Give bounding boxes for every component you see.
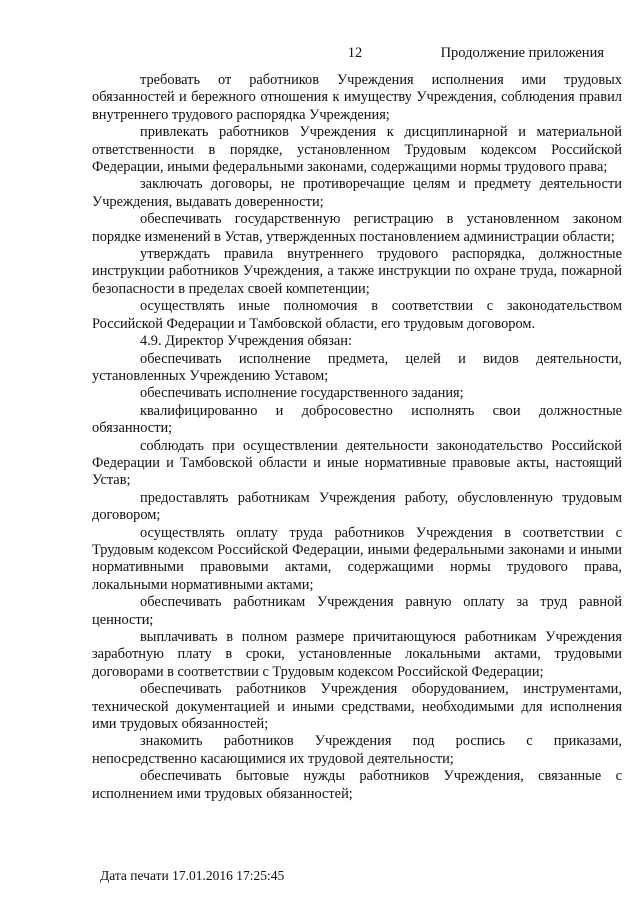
paragraph: выплачивать в полном размере причитающуюся работникам Учреждения заработную плату в сроки, установленные локальными актами, трудовыми договорами в соответствии с Трудовым кодексом Российской Федерации;: [92, 629, 622, 680]
paragraph: заключать договоры, не противоречащие целям и предмету деятельности Учреждения, выдавать доверенности;: [92, 176, 622, 210]
paragraph: обеспечивать работников Учреждения оборудованием, инструментами, технической документацией и иными средствами, необходимыми для исполнения ими трудовых обязанностей;: [92, 681, 622, 733]
appendix-continuation-note: Продолжение приложения: [440, 45, 604, 61]
paragraph: обеспечивать работникам Учреждения равную оплату за труд равной ценности;: [92, 594, 622, 628]
document-body: [92, 72, 622, 803]
paragraph: предоставлять работникам Учреждения работу, обусловленную трудовым договором;: [92, 489, 622, 524]
paragraph: утверждать правила внутреннего трудового распорядка, должностные инструкции работников Учреждения, а также инструкции по охране труда, пожарной безопасности в пределах своей компетенции;: [92, 246, 622, 297]
paragraph: знакомить работников Учреждения под роспись с приказами, непосредственно касающимися их трудовой деятельности;: [92, 733, 622, 767]
paragraph: требовать от работников Учреждения исполнения ими трудовых обязанностей и бережного отношения к имуществу Учреждения, соблюдения правил внутреннего трудового распорядка Учреждения;: [92, 72, 622, 123]
paragraph: осуществлять оплату труда работников Учреждения в соответствии с Трудовым кодексом Российской Федерации, иными федеральными законами и иными нормативными правовыми актами, содержащими нормы трудового права, локальными нормативными актами;: [92, 524, 622, 593]
paragraph: обеспечивать государственную регистрацию в установленном законом порядке изменений в Устав, утвержденных постановлением администрации области;: [92, 211, 622, 245]
page-number: 12: [347, 45, 363, 61]
paragraph: обеспечивать исполнение предмета, целей и видов деятельности, установленных Учреждению Уставом;: [92, 350, 622, 384]
paragraph: обеспечивать бытовые нужды работников Учреждения, связанные с исполнением ими трудовых обязанностей;: [92, 768, 622, 802]
paragraph: квалифицированно и добросовестно исполнять свои должностные обязанности;: [92, 402, 622, 437]
paragraph: соблюдать при осуществлении деятельности законодательство Российской Федерации и Тамбовской области и иные нормативные правовые акты, настоящий Устав;: [92, 437, 622, 489]
section-heading: 4.9. Директор Учреждения обязан:: [140, 333, 353, 350]
print-date-footer: Дата печати 17.01.2016 17:25:45: [100, 868, 285, 883]
paragraph: привлекать работников Учреждения к дисциплинарной и материальной ответственности в порядке, установленном Трудовым кодексом Российской Федерации, иными федеральными законами, содержащими нормы трудового права;: [92, 124, 622, 176]
paragraph: обеспечивать исполнение государственного задания;: [140, 385, 464, 402]
paragraph: осуществлять иные полномочия в соответствии с законодательством Российской Федерации и Тамбовской области, его трудовым договором.: [92, 298, 622, 332]
